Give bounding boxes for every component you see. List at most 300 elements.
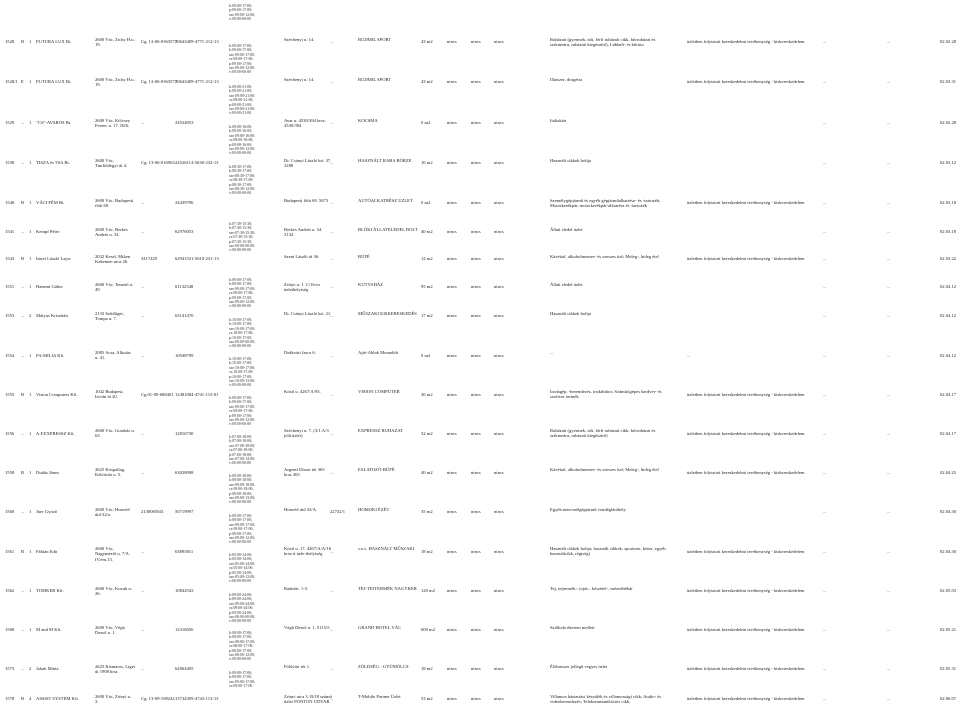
- p2-cell: nincs: [471, 352, 481, 358]
- no-cell: 1538: [5, 160, 15, 166]
- opening-hours-cell: k:09:00-17:00; k:09:00-17:00; sze:09:00-17:00; cs:09:00-17:00; p:09:00-17:00; sze:09:00-12:00; v:00:00-00:00: [229, 278, 256, 309]
- hrsz-cell: ...: [330, 284, 334, 290]
- p2-cell: nincs: [471, 696, 481, 702]
- site-cell: Dr. Csányi László krt. 37. 3288: [284, 157, 332, 168]
- p1-cell: nincs: [447, 430, 457, 436]
- table-row: [0, 165, 960, 223]
- addr-cell: 2600 Vác, Kölcsey Ferenc u. 17. III/6.: [95, 117, 130, 128]
- mark-cell: ...: [21, 160, 25, 166]
- no-cell: 1529: [5, 120, 15, 126]
- table-row: [0, 4, 960, 62]
- tax-cell: 63141470: [175, 313, 194, 319]
- addr-cell: 2600 Vác, Gombás u. 63.: [95, 428, 135, 439]
- no-cell: 1578: [5, 696, 15, 702]
- table-row: [0, 671, 960, 709]
- goods-cell: Állati eledel üzlet: [550, 281, 583, 287]
- addr-cell: 1042 Budapest, István út 20.: [95, 389, 124, 400]
- no-cell: 1551: [5, 284, 15, 290]
- site-cell: Deákvári fasor 6.: [284, 350, 316, 356]
- addr-cell: 2085 Acsa, Alkotás u. 41.: [95, 350, 131, 361]
- date-cell: 02.04.25: [940, 469, 957, 475]
- p3-cell: nincs: [494, 588, 504, 594]
- d1-cell: ...: [823, 313, 827, 319]
- hrsz-cell: ...: [330, 313, 334, 319]
- area-cell: 16 m2: [421, 160, 433, 166]
- status-cell: üzletben folytatott kereskedelmi tevékenység - kiskereskedelem: [687, 39, 805, 45]
- p3-cell: nincs: [494, 469, 504, 475]
- table-row: [0, 593, 960, 649]
- hrsz-cell: ...: [330, 548, 334, 554]
- no-cell: 1561: [5, 548, 15, 554]
- site-cell: Radnóti. 1-3.: [284, 585, 309, 591]
- goods-cell: Használt cikkek boltja: [550, 310, 592, 316]
- goods-cell: Kávéital, alkoholmentes- és szeszes ital; Meleg-, hideg étel: [550, 467, 659, 473]
- n-cell: 1: [29, 509, 32, 515]
- hrsz-cell: ...: [330, 696, 334, 702]
- goods-cell: Illatszer, drogéria: [550, 76, 583, 82]
- area-cell: 0 m2: [421, 200, 431, 206]
- table-row: [0, 125, 960, 183]
- d2-cell: ...: [887, 313, 891, 319]
- name-cell: Jakab Márta: [36, 666, 59, 672]
- status-cell: üzletben folytatott kereskedelmi tevékenység - kiskereskedelem: [687, 548, 805, 554]
- unit-cell: FALATOZÓ-BÜFÉ: [358, 467, 395, 473]
- mark-cell: ...: [21, 588, 25, 594]
- site-cell: Földvári tér 1.: [284, 663, 311, 669]
- tax-cell: 50719997: [175, 509, 194, 515]
- opening-hours-cell: k:08:00-17:00; k:08:00-17:00; sze:08:00-17:00; cs:08:00-17:00; p:08:00-17:00; sze:08:00-12:00; v:00:00-00:00: [229, 631, 256, 662]
- table-row: [0, 474, 960, 532]
- n-cell: 1: [29, 352, 32, 358]
- name-cell: A.F.EXPRESSZ Kft.: [36, 430, 75, 436]
- tax-cell: 24526114-5630-232-13: [175, 160, 219, 166]
- d2-cell: ...: [887, 391, 891, 397]
- tax-cell: 63028098: [175, 469, 194, 475]
- d2-cell: ...: [887, 469, 891, 475]
- tax-cell: 24439796: [175, 200, 194, 206]
- cg-cell: ...: [141, 548, 145, 554]
- date-cell: 02.04.30: [940, 548, 957, 554]
- no-cell: 1543: [5, 256, 15, 262]
- p2-cell: nincs: [471, 200, 481, 206]
- unit-cell: ZÖLDSÉG - GYÜMÖLCS: [358, 663, 409, 669]
- mark-cell: B: [21, 391, 25, 397]
- unit-cell: BUDMIL SPORT: [358, 76, 392, 82]
- p1-cell: nincs: [447, 666, 457, 672]
- opening-hours-cell: k:08:30-17:00; k:08:30-17:00; sze:08:30-17:00; cs:08:30-17:00; p:08:30-17:00; sze:08:30-12:00; v:00:00-00:00: [229, 165, 256, 196]
- status-cell: ...: [687, 352, 691, 358]
- p2-cell: nincs: [471, 666, 481, 672]
- d1-cell: ...: [823, 696, 827, 702]
- hrsz-cell: 22732/1: [330, 509, 346, 515]
- goods-cell: ...: [550, 350, 554, 356]
- status-cell: üzletben folytatott kereskedelmi tevékenység - kiskereskedelem: [687, 627, 805, 633]
- d2-cell: ...: [887, 430, 891, 436]
- addr-cell: 2600 Vác, Zichy H.u. 19.: [95, 36, 135, 47]
- area-cell: 35 m2: [421, 509, 433, 515]
- tax-cell: 12816730: [175, 430, 194, 436]
- p2-cell: nincs: [471, 256, 481, 262]
- mark-cell: B: [21, 469, 25, 475]
- goods-cell: Irodagép, -berendezés, irodabútor; Számítógépes hardver- és szoftver termék: [550, 389, 662, 400]
- mark-cell: ...: [21, 509, 25, 515]
- area-cell: 36 m2: [421, 391, 433, 397]
- p1-cell: nincs: [447, 627, 457, 633]
- area-cell: 95 m2: [421, 284, 433, 290]
- hrsz-cell: ...: [330, 627, 334, 633]
- hrsz-cell: ...: [330, 352, 334, 358]
- goods-cell: Egyéb nem-mélgépjármű vendéglátóhely: [550, 506, 626, 512]
- p1-cell: nincs: [447, 229, 457, 235]
- unit-cell: GRAND HOTEL VÁC: [358, 624, 402, 630]
- n-cell: 4: [29, 696, 32, 702]
- addr-cell: 2600 Vác, Nagymezői u. 7/A. IV.em.13.: [95, 546, 130, 562]
- opening-hours-cell: k:09:00-18:00; k:09:00-18:00; sze:09:00-18:00; cs:09:00-18:00; p:09:00-18:00; sze:09:00-13:00; v:00:00-00:00: [229, 474, 256, 505]
- n-cell: 1: [29, 256, 32, 262]
- status-cell: üzletben folytatott kereskedelmi tevékenység - kiskereskedelem: [687, 469, 805, 475]
- p1-cell: nincs: [447, 588, 457, 594]
- unit-cell: BUDMIL SPORT: [358, 36, 392, 42]
- d1-cell: ...: [823, 120, 827, 126]
- d2-cell: ...: [887, 696, 891, 702]
- d1-cell: ...: [823, 548, 827, 554]
- no-cell: 1562: [5, 588, 15, 594]
- hrsz-cell: ...: [330, 120, 334, 126]
- p3-cell: nincs: [494, 627, 504, 633]
- no-cell: 1541: [5, 229, 15, 235]
- site-cell: Széchenyi u. 14.: [284, 36, 315, 42]
- site-cell: Argentí Dózse tér 365 hrsz 365: [284, 467, 325, 478]
- unit-cell: Ajtó-Ablak Montablit: [358, 350, 399, 356]
- goods-cell: Villamos háztartási készülék és villamossági cikk; Audio- és videoberendezés; Telekommunikációs cikk;: [550, 693, 662, 704]
- name-cell: "CS"-AVAROS Bt.: [36, 120, 72, 126]
- d1-cell: ...: [823, 627, 827, 633]
- date-cell: 02.05.03: [940, 588, 957, 594]
- addr-cell: 2600 Vác, Berkes András u. 34.: [95, 226, 128, 237]
- addr-cell: 2600 Vác, Temető u. 49.: [95, 281, 134, 292]
- site-cell: Köztí u. 4267/A/93.: [284, 389, 321, 395]
- name-cell: Dudás János: [36, 469, 60, 475]
- d2-cell: ...: [887, 39, 891, 45]
- unit-cell: TEJ-TEJTERMÉK NAGYKER: [358, 585, 417, 591]
- unit-cell: BLÖKI ÁLLATELEDEL BOLT: [358, 226, 418, 232]
- opening-hours-cell: k:09:00-21:00; k:09:00-21:00; sze:09:00-21:00; cs:09:00-21:00; p:09:00-21:00; sze:09:00-21:00; v:09:00-21:00: [229, 85, 256, 116]
- no-cell: 1573: [5, 666, 15, 672]
- p1-cell: nincs: [447, 548, 457, 554]
- mark-cell: ...: [21, 229, 25, 235]
- p2-cell: nincs: [471, 79, 481, 85]
- p1-cell: nincs: [447, 256, 457, 262]
- goods-cell: Használt cikkek boltja; használt cikkek, sportszer, bútor, egyéb használtcikk, régiség): [550, 546, 666, 557]
- unit-cell: BÜFÉ: [358, 253, 370, 259]
- opening-hours-cell: k:09:00-17:00; p:09:00-17:00; sze:09:00-12:00; v:00:00-00:00: [229, 4, 256, 22]
- n-cell: 1: [29, 120, 32, 126]
- no-cell: 1556: [5, 430, 15, 436]
- tax-cell: 12481084-4741-113-01: [175, 391, 219, 397]
- mark-cell: ...: [21, 352, 25, 358]
- p3-cell: nincs: [494, 39, 504, 45]
- area-cell: 43 m2: [421, 39, 433, 45]
- p2-cell: nincs: [471, 284, 481, 290]
- cg-cell: ...: [141, 284, 145, 290]
- area-cell: 40 m2: [421, 229, 433, 235]
- mark-cell: ...: [21, 627, 25, 633]
- date-cell: 02.04.30: [940, 509, 957, 515]
- area-cell: 12 m2: [421, 256, 433, 262]
- hrsz-cell: ...: [330, 160, 334, 166]
- cg-cell: 3417429: [141, 256, 158, 262]
- opening-hours-cell: k:09:00-17:00; k:09:00-17:00; sze:09:00-17:00; cs:09:00-17:00; p:09:00-17:00; sze:09:00-12:00; v:00:00-00:00: [229, 396, 256, 427]
- p1-cell: nincs: [447, 313, 457, 319]
- p3-cell: nincs: [494, 284, 504, 290]
- p2-cell: nincs: [471, 509, 481, 515]
- table-row: [0, 318, 960, 375]
- p2-cell: nincs: [471, 627, 481, 633]
- d2-cell: ...: [887, 200, 891, 206]
- area-cell: 32 m2: [421, 430, 433, 436]
- no-cell: 1528: [5, 39, 15, 45]
- mark-cell: ...: [21, 313, 25, 319]
- d1-cell: ...: [823, 666, 827, 672]
- mark-cell: B: [21, 200, 25, 206]
- site-cell: Széchenyi u. 14.: [284, 76, 315, 82]
- opening-hours-cell: k:09:00-17:00; k:09:00-17:00; sze:09:00-17:00; cs:09:00-17:00: [229, 671, 256, 689]
- p1-cell: nincs: [447, 284, 457, 290]
- tax-cell: 62964405: [175, 666, 194, 672]
- table-row: [0, 85, 960, 143]
- area-cell: 40 m2: [421, 469, 433, 475]
- cg-cell: Cg. 13-06-0363577: [141, 79, 177, 85]
- no-cell: 1558: [5, 469, 15, 475]
- tax-cell: 13734309-4743-113-13: [175, 696, 219, 702]
- date-cell: 02.06.07: [940, 696, 957, 702]
- cg-cell: Cg. 13-06-0363577: [141, 39, 177, 45]
- tax-cell: 62941521-5610-231-13: [175, 256, 219, 262]
- p3-cell: nincs: [494, 666, 504, 672]
- mark-cell: B: [21, 696, 25, 702]
- status-cell: üzletben folytatott kereskedelmi tevékenység - kiskereskedelem: [687, 666, 805, 672]
- opening-hours-cell: k:07:00-18:00; k:07:00-18:00; sze:07:00-18:00; cs:07:00-18:00; p:07:00-18:00; sze:07:00-14:00; v:00:00-00:00: [229, 435, 256, 466]
- p2-cell: nincs: [471, 120, 481, 126]
- n-cell: 1: [29, 469, 32, 475]
- site-cell: Széchenyi u. 7. (3/1.A/3 jelű üzlet): [284, 428, 329, 439]
- n-cell: 1: [29, 430, 32, 436]
- area-cell: 18 m2: [421, 548, 433, 554]
- unit-cell: KOCSMA: [358, 117, 378, 123]
- no-cell: 1560: [5, 509, 15, 515]
- site-cell: Budapesti főút 69. 5673: [284, 197, 329, 203]
- mark-cell: ...: [21, 666, 25, 672]
- opening-hours-cell: k:10:00-17:00; k:10:00-17:00; sze:10:00-17:00; cs:10:00-17:00; p:10:00-17:00; sze:10:00-13:00; v:00:00-00:00: [229, 357, 256, 388]
- goods-cell: Ruházati (gyermek, női, férfi ruházati cikk, bőrruházat és szőrmeáru, ruházati kiegészítő): [550, 428, 656, 439]
- table-row: [0, 631, 960, 689]
- unit-cell: T-Mobile Partner Üzlet: [358, 693, 401, 699]
- p1-cell: nincs: [447, 469, 457, 475]
- status-cell: üzletben folytatott kereskedelmi tevékenység - kiskereskedelem: [687, 696, 805, 702]
- opening-hours-cell: k:09:00-16:00; k:09:00-16:00; sze:09:00-16:00; cs:09:00-16:00; p:09:00-16:00; sze:09:00-12:00; v:00:00-00:00: [229, 125, 256, 156]
- p3-cell: nincs: [494, 256, 504, 262]
- status-cell: üzletben folytatott kereskedelmi tevékenység - kiskereskedelem: [687, 430, 805, 436]
- p3-cell: nincs: [494, 696, 504, 702]
- no-cell: 1540: [5, 200, 15, 206]
- cg-cell: ...: [141, 469, 145, 475]
- n-cell: 1: [29, 200, 32, 206]
- p2-cell: nincs: [471, 391, 481, 397]
- date-cell: 02.04.12: [940, 284, 957, 290]
- n-cell: 1: [29, 548, 32, 554]
- area-cell: 43 m2: [421, 79, 433, 85]
- d1-cell: ...: [823, 352, 827, 358]
- d2-cell: ...: [887, 120, 891, 126]
- d1-cell: ...: [823, 256, 827, 262]
- date-cell: 02.02.28: [940, 120, 957, 126]
- name-cell: Mátyus Krisztián: [36, 313, 68, 319]
- cg-cell: ...: [141, 313, 145, 319]
- table-row: [0, 278, 960, 296]
- mark-cell: E: [21, 79, 24, 85]
- status-cell: üzletben folytatott kereskedelmi tevékenység - kiskereskedelem: [687, 79, 805, 85]
- opening-hours-cell: k:05:00-14:00; k:05:00-14:00; sze:05:00-14:00; cs:05:00-14:00; p:05:00-14:00; sze:05:00-12:00; v:00:00-00:00: [229, 553, 256, 584]
- unit-cell: AUTÓALKATRÉSZ ÜZLET: [358, 197, 413, 203]
- table-row: [0, 44, 960, 102]
- name-cell: Fábián Edit: [36, 548, 58, 554]
- p2-cell: nincs: [471, 229, 481, 235]
- name-cell: FUTURA LUX Bt.: [36, 39, 72, 45]
- opening-hours-cell: k:09:00-17:00; k:09:00-17:00; sze:09:00-17:00; cs:09:00-17:00; p:09:00-17:00; sze:09:00-12:00; v:00:00-00:00: [229, 514, 256, 545]
- tax-cell: 63893811: [175, 548, 194, 554]
- p1-cell: nincs: [447, 696, 457, 702]
- p3-cell: nincs: [494, 120, 504, 126]
- n-cell: 1: [29, 229, 32, 235]
- name-cell: ASSIST SYSTEM Kft.: [36, 696, 79, 702]
- mark-cell: B: [21, 256, 25, 262]
- mark-cell: B: [21, 39, 25, 45]
- p3-cell: nincs: [494, 79, 504, 85]
- site-cell: Zrínyi utca 3. B/18 számú üzlet PONTON UDVAR: [284, 693, 332, 704]
- hrsz-cell: ...: [330, 430, 334, 436]
- mark-cell: ...: [21, 430, 25, 436]
- site-cell: Berkes András u. 34. 3134: [284, 226, 323, 237]
- no-cell: 1553: [5, 313, 15, 319]
- n-cell: 2: [29, 666, 32, 672]
- n-cell: 1: [29, 588, 32, 594]
- n-cell: 1: [29, 391, 32, 397]
- p1-cell: nincs: [447, 39, 457, 45]
- tax-cell: 20643409-4771-212-13: [175, 79, 219, 85]
- hrsz-cell: ...: [330, 79, 334, 85]
- tax-cell: 10842543: [175, 588, 194, 594]
- p3-cell: nincs: [494, 430, 504, 436]
- status-cell: üzletben folytatott kereskedelmi tevékenység - kiskereskedelem: [687, 391, 805, 397]
- addr-cell: 2133 Sződliget, Tompa u. 7.: [95, 310, 124, 321]
- p1-cell: nincs: [447, 200, 457, 206]
- p2-cell: nincs: [471, 313, 481, 319]
- p3-cell: nincs: [494, 509, 504, 515]
- addr-cell: 2625 Kismaros, Liget út 1908 hrsz: [95, 663, 135, 674]
- cg-cell: 2130085041: [141, 509, 164, 515]
- date-cell: 02.05.21: [940, 627, 957, 633]
- goods-cell: Személygépjármű és egyéb gépjárműalkatrész- és -tartozék; Motorkerékpár, motorkerékpár-alkatrész és -tartozék: [550, 197, 661, 208]
- table-row: [0, 514, 960, 571]
- hrsz-cell: ...: [330, 666, 334, 672]
- p3-cell: nincs: [494, 548, 504, 554]
- date-cell: 02.03.22: [940, 256, 957, 262]
- hrsz-cell: ...: [330, 256, 334, 262]
- date-cell: 02.05.31: [940, 666, 957, 672]
- status-cell: üzletben folytatott kereskedelmi tevékenység - kiskereskedelem: [687, 256, 805, 262]
- p3-cell: nincs: [494, 160, 504, 166]
- p3-cell: nincs: [494, 352, 504, 358]
- area-cell: 600 m2: [421, 627, 435, 633]
- addr-cell: 2600 Vác, Kozuh u. 26.: [95, 585, 132, 596]
- unit-cell: KUTYAHÁZ: [358, 281, 384, 287]
- d2-cell: ...: [887, 509, 891, 515]
- name-cell: TISZA és TSA Bt.: [36, 160, 70, 166]
- p1-cell: nincs: [447, 79, 457, 85]
- status-cell: üzletben folytatott kereskedelmi tevékenység - kiskereskedelem: [687, 588, 805, 594]
- mark-cell: ...: [21, 284, 25, 290]
- hrsz-cell: ...: [330, 469, 334, 475]
- d2-cell: ...: [887, 284, 891, 290]
- unit-cell: HASZNÁLT RABA BÖRZE: [358, 157, 412, 163]
- cg-cell: ...: [141, 229, 145, 235]
- hrsz-cell: ...: [330, 200, 334, 206]
- cg-cell: Cg. 13-06-016963: [141, 160, 175, 166]
- area-cell: 53 m2: [421, 696, 433, 702]
- date-cell: 02.03.18: [940, 229, 957, 235]
- hrsz-cell: ...: [330, 391, 334, 397]
- unit-cell: s.o.s. HASZNÁLT MŰSZAKI: [358, 546, 415, 552]
- table-row: [0, 396, 960, 453]
- area-cell: 0 m2: [421, 120, 431, 126]
- hrsz-cell: ...: [330, 39, 334, 45]
- addr-cell: 2600 Vác, Végh Dezső u. 1.: [95, 624, 125, 635]
- name-cell: Juer Gyöző: [36, 509, 58, 515]
- hrsz-cell: ...: [330, 588, 334, 594]
- site-cell: Zrínyi u. 1. C/1b-es üzlethelyiség: [284, 281, 321, 292]
- tax-cell: 20643409-4771-212-13: [175, 39, 219, 45]
- cg-cell: ...: [141, 352, 145, 358]
- p1-cell: nincs: [447, 160, 457, 166]
- cg-cell: ...: [141, 430, 145, 436]
- tax-cell: 12316056: [175, 627, 194, 633]
- p3-cell: nincs: [494, 200, 504, 206]
- cg-cell: ...: [141, 120, 145, 126]
- name-cell: FA-MILIA Kft.: [36, 352, 65, 358]
- unit-cell: EXPRESSZ RUHAZAT: [358, 428, 404, 434]
- unit-cell: VISION COMPUTER: [358, 389, 400, 395]
- d1-cell: ...: [823, 430, 827, 436]
- n-cell: 1: [29, 160, 32, 166]
- addr-cell: 2600 Vác, Budapesti főút 69.: [95, 197, 134, 208]
- date-cell: 02.03.12: [940, 160, 957, 166]
- d1-cell: ...: [823, 284, 827, 290]
- date-cell: 02.04.17: [940, 391, 957, 397]
- p3-cell: nincs: [494, 313, 504, 319]
- site-cell: Dr. Csányi László krt. 21.: [284, 310, 332, 316]
- table-row: [0, 357, 960, 414]
- no-cell: 1555: [5, 391, 15, 397]
- mark-cell: ...: [21, 120, 25, 126]
- name-cell: FUTURA LUX Bt.: [36, 79, 72, 85]
- p2-cell: nincs: [471, 430, 481, 436]
- goods-cell: Italtaktár: [550, 117, 567, 123]
- d2-cell: ...: [887, 229, 891, 235]
- area-cell: 18 m2: [421, 666, 433, 672]
- no-cell: 1568: [5, 627, 15, 633]
- table-row: [0, 224, 960, 240]
- addr-cell: 2032 Kesel, Miken Kekemen utca 26.: [95, 253, 131, 264]
